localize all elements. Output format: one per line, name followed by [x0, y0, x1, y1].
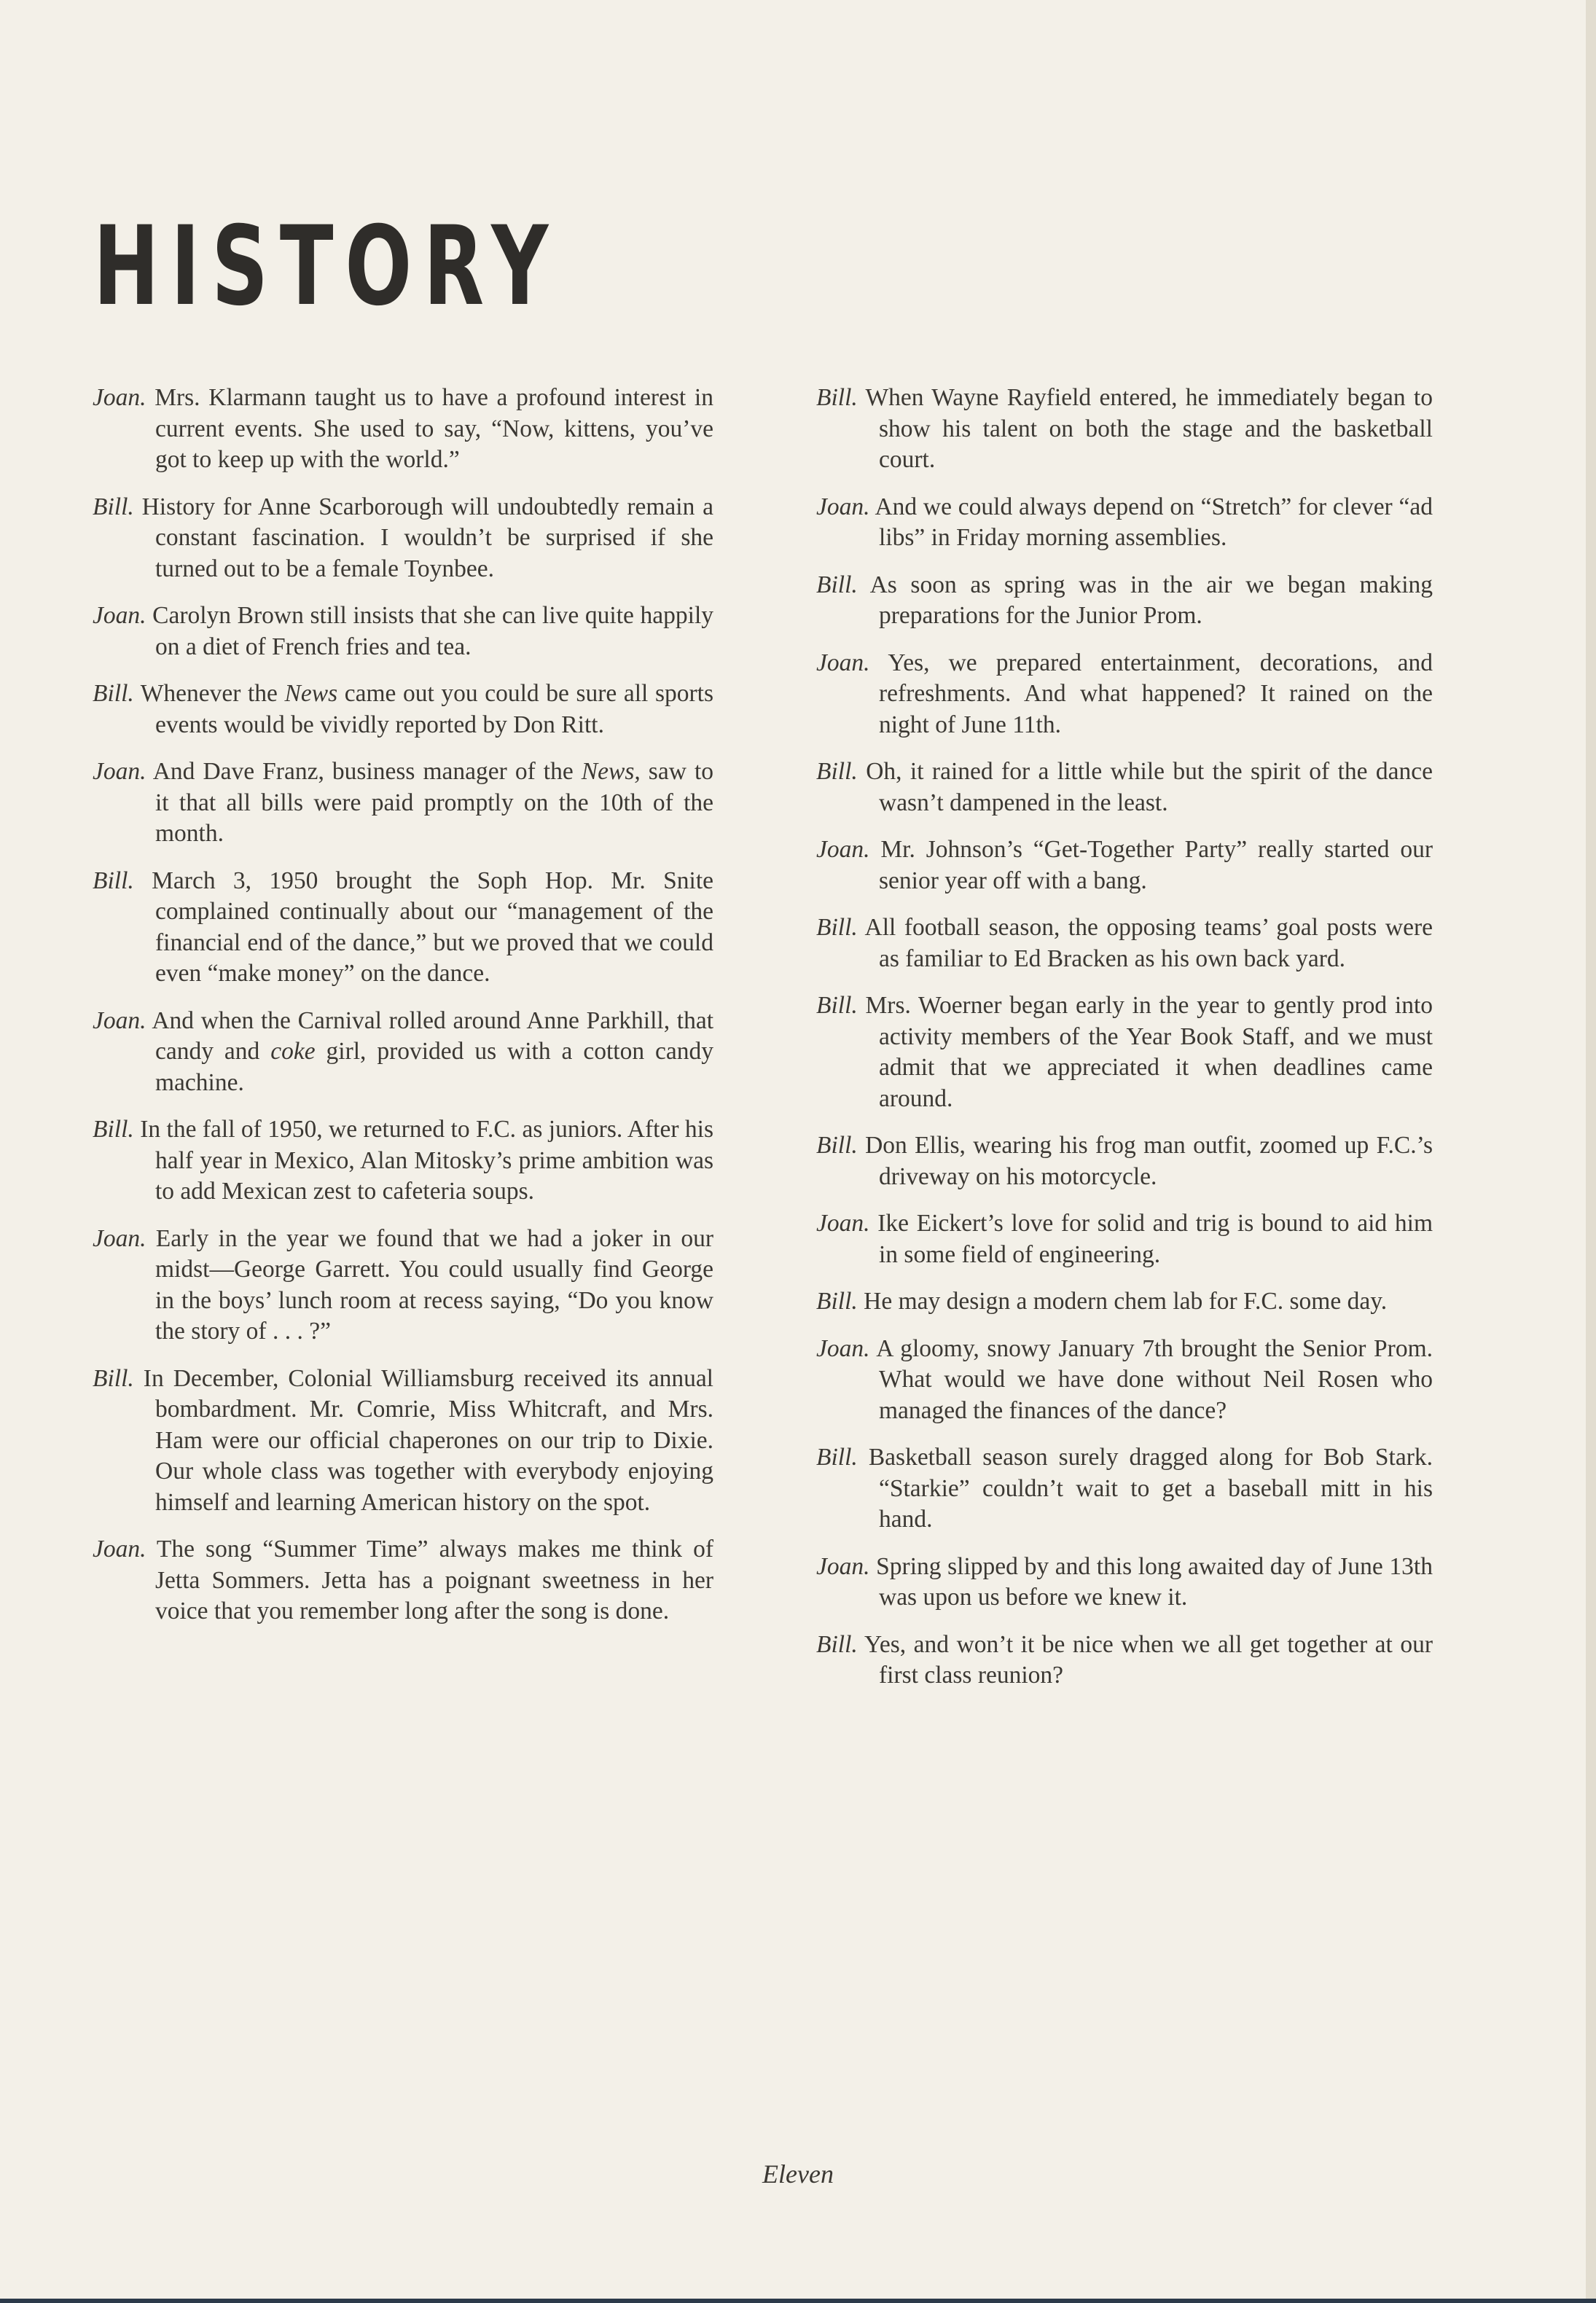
- page-title: HISTORY: [93, 203, 560, 330]
- speaker-label: Joan.: [816, 1552, 870, 1580]
- page-edge: [1586, 0, 1596, 2303]
- page-number: Eleven: [762, 2159, 834, 2189]
- speaker-label: Bill.: [816, 1444, 858, 1471]
- entry-text: Carolyn Brown still insists that she can live quite happily on a diet of French fries and tea.: [152, 602, 713, 660]
- dialogue-entry: [816, 990, 1433, 1114]
- newspaper-name: News: [284, 680, 338, 707]
- entry-text: Mr. Johnson’s “Get-Together Party” really started our senior year off with a bang.: [879, 836, 1433, 894]
- dialogue-entry: [816, 1552, 1433, 1614]
- dialogue-entry: [93, 601, 713, 662]
- entry-text: And we could always depend on “Stretch” for clever “ad libs” in Friday morning assemblies.: [875, 493, 1433, 551]
- dialogue-entry: [93, 1364, 713, 1519]
- speaker-label: Joan.: [93, 1224, 146, 1252]
- entry-text: Spring slipped by and this long awaited day of June 13th was upon us before we knew it.: [876, 1552, 1433, 1611]
- dialogue-entry: [93, 1534, 713, 1627]
- speaker-label: Bill.: [93, 1364, 134, 1392]
- entry-text: Basketball season surely dragged along for Bob Stark. “Starkie” couldn’t wait to get a baseball mitt in his hand.: [868, 1444, 1433, 1533]
- entry-text: Ike Eickert’s love for solid and trig is bound to aid him in some field of engineering.: [877, 1210, 1433, 1268]
- dialogue-entry: [816, 756, 1433, 818]
- entry-text: Early in the year we found that we had a joker in our midst—George Garrett. You could usually find George in the boys’ lunch room at recess saying, “Do you know the story of . . . ?”: [155, 1224, 714, 1345]
- dialogue-entry: [816, 648, 1433, 741]
- page-bottom-band: [0, 2299, 1596, 2303]
- entry-text: The song “Summer Time” always makes me think of Jetta Sommers. Jetta has a poignant sweetness in her voice that you remember long after the song is done.: [155, 1536, 713, 1624]
- entry-text: When Wayne Rayfield entered, he immediately began to show his talent on both the stage and the basketball court.: [865, 384, 1433, 473]
- speaker-label: Bill.: [93, 680, 134, 707]
- speaker-label: Bill.: [93, 493, 134, 520]
- speaker-label: Bill.: [816, 1288, 858, 1315]
- dialogue-entry: [816, 492, 1433, 554]
- dialogue-entry: [816, 570, 1433, 632]
- speaker-label: Joan.: [93, 602, 146, 629]
- dialogue-entry: [816, 1334, 1433, 1427]
- speaker-label: Joan.: [93, 384, 146, 411]
- speaker-label: Joan.: [816, 1334, 870, 1362]
- right-column: [816, 383, 1433, 1708]
- dialogue-entry: [816, 1130, 1433, 1192]
- speaker-label: Bill.: [816, 571, 858, 598]
- entry-text: And when the Carnival rolled around Anne Parkhill, that candy and: [152, 1006, 713, 1065]
- dialogue-entry: [93, 866, 713, 990]
- dialogue-entry: [816, 1208, 1433, 1270]
- entry-text: saw to it that all bills were paid promptly on the 10th of the month.: [155, 758, 714, 847]
- dialogue-entry: [93, 756, 713, 850]
- left-column: [93, 383, 713, 1643]
- dialogue-entry: [816, 383, 1433, 476]
- entry-text: Oh, it rained for a little while but the spirit of the dance wasn’t dampened in the least.: [866, 758, 1433, 816]
- speaker-label: Joan.: [816, 493, 870, 520]
- speaker-label: Joan.: [93, 1536, 146, 1563]
- speaker-label: Bill.: [816, 1132, 858, 1159]
- speaker-label: Joan.: [93, 1006, 146, 1034]
- speaker-label: Bill.: [816, 758, 858, 785]
- speaker-label: Bill.: [816, 992, 858, 1019]
- speaker-label: Bill.: [93, 1116, 134, 1143]
- entry-text: Mrs. Klarmann taught us to have a profound interest in current events. She used to say, “Now, kittens, you’ve got to keep up with the world.”: [154, 384, 713, 473]
- entry-text: All football season, the opposing teams’ goal posts were as familiar to Ed Bracken as his own back yard.: [864, 914, 1433, 972]
- speaker-label: Bill.: [816, 1630, 858, 1658]
- entry-text: And Dave Franz, business manager of the: [152, 758, 582, 785]
- speaker-label: Bill.: [816, 384, 858, 411]
- dialogue-entry: [816, 834, 1433, 896]
- dialogue-entry: [93, 492, 713, 585]
- speaker-label: Joan.: [816, 649, 870, 676]
- entry-text: girl, provided us with a cotton candy machine.: [155, 1038, 713, 1096]
- entry-text: As soon as spring was in the air we began making preparations for the Junior Prom.: [869, 571, 1433, 629]
- newspaper-name: News,: [581, 758, 641, 785]
- dialogue-entry: [93, 383, 713, 476]
- speaker-label: Bill.: [93, 867, 134, 894]
- dialogue-entry: [816, 1442, 1433, 1536]
- entry-text: History for Anne Scarborough will undoubtedly remain a constant fascination. I wouldn’t be surprised if she turned out to be a female Toynbee.: [141, 493, 714, 582]
- entry-text: Don Ellis, wearing his frog man outfit, zoomed up F.C.’s driveway on his motorcycle.: [865, 1132, 1433, 1190]
- speaker-label: Bill.: [816, 914, 858, 941]
- dialogue-entry: [816, 912, 1433, 974]
- dialogue-entry: [816, 1630, 1433, 1692]
- entry-text: A gloomy, snowy January 7th brought the Senior Prom. What would we have done without Neil Rosen who managed the finances of the dance?: [876, 1334, 1433, 1424]
- emphasis-word: coke: [270, 1038, 316, 1065]
- entry-text: Mrs. Woerner began early in the year to gently prod into activity members of the Year Book Staff, and we must admit that we appreciated it when deadlines came around.: [865, 992, 1433, 1112]
- speaker-label: Joan.: [93, 758, 146, 785]
- dialogue-entry: [93, 1114, 713, 1208]
- entry-text: In the fall of 1950, we returned to F.C. as juniors. After his half year in Mexico, Alan Mitosky’s prime ambition was to add Mexican zest to cafeteria soups.: [140, 1116, 713, 1205]
- entry-text: came out you could be sure all sports events would be vividly reported by Don Ritt.: [155, 680, 713, 738]
- dialogue-entry: [93, 1224, 713, 1348]
- dialogue-entry: [816, 1286, 1433, 1318]
- entry-text: Yes, we prepared entertainment, decorations, and refreshments. And what happened? It rained on the night of June 11th.: [879, 649, 1433, 738]
- entry-text: He may design a modern chem lab for F.C. some day.: [864, 1288, 1388, 1315]
- dialogue-entry: [93, 1006, 713, 1099]
- dialogue-entry: [93, 679, 713, 740]
- speaker-label: Joan.: [816, 836, 870, 863]
- entry-text: Whenever the: [140, 680, 285, 707]
- entry-text: March 3, 1950 brought the Soph Hop. Mr. Snite complained continually about our “management of the financial end of the dance,” but we proved that we could even “make money” on the dance.: [152, 867, 714, 987]
- speaker-label: Joan.: [816, 1210, 870, 1237]
- entry-text: In December, Colonial Williamsburg received its annual bombardment. Mr. Comrie, Miss Whitcraft, and Mrs. Ham were our official chaperones on our trip to Dixie. Our whole class was together with everybody enjoying himself and learning American history on the spot.: [143, 1364, 713, 1516]
- entry-text: Yes, and won’t it be nice when we all get together at our first class reunion?: [864, 1630, 1433, 1689]
